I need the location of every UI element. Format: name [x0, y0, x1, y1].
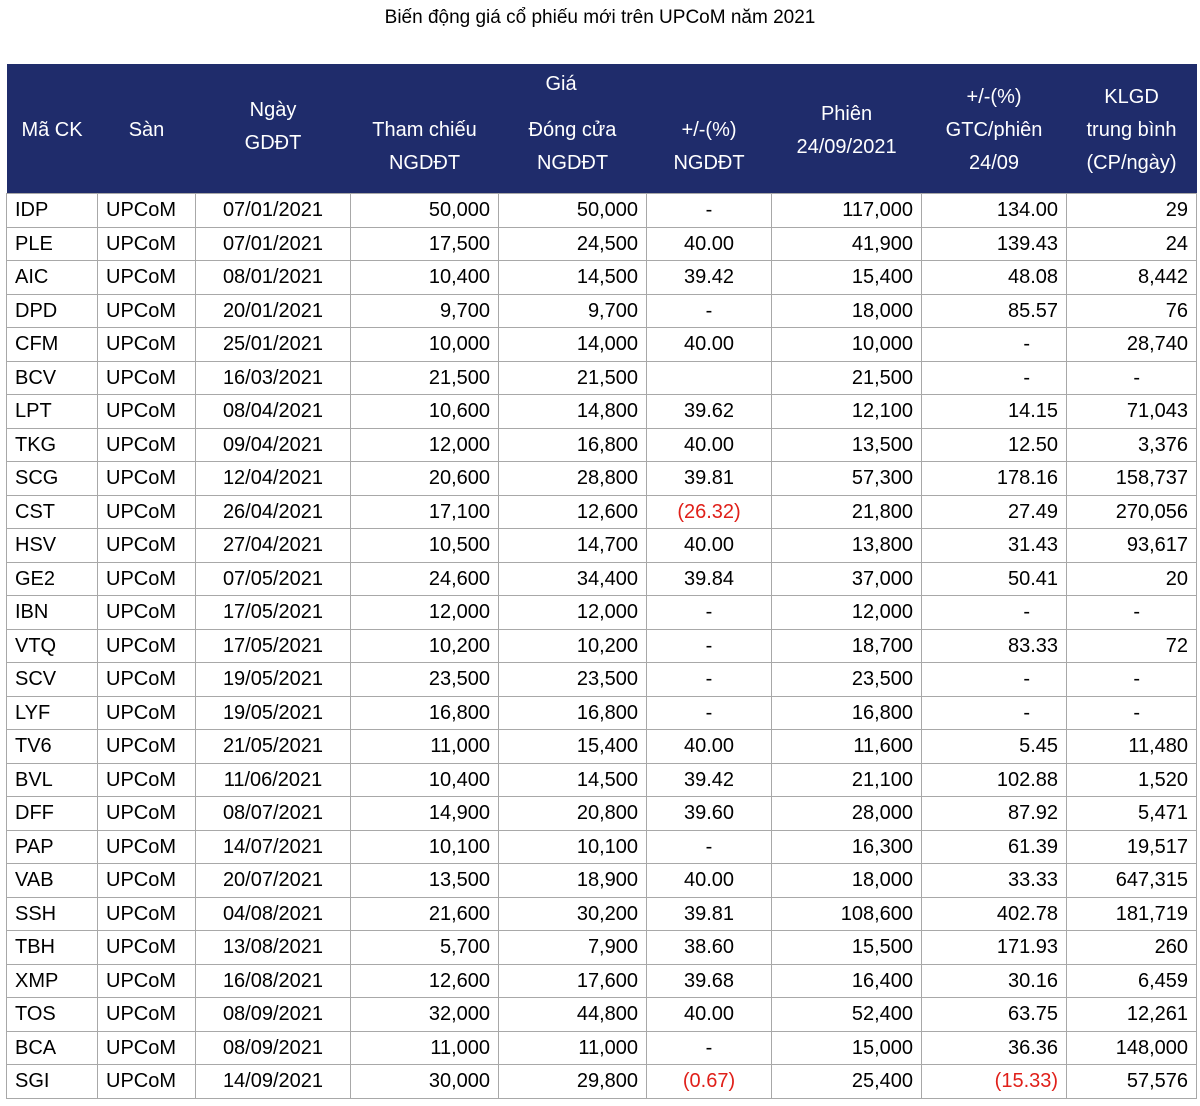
cell-session-price: 108,600 [772, 897, 922, 931]
cell-avg-volume: - [1067, 596, 1197, 630]
cell-change-pct: 39.81 [647, 462, 772, 496]
cell-avg-volume: 8,442 [1067, 261, 1197, 295]
cell-code: LYF [7, 696, 98, 730]
header-ngay-gddt: Ngày GDĐT [196, 64, 351, 194]
cell-code: DPD [7, 294, 98, 328]
cell-reference-price: 17,500 [351, 227, 499, 261]
cell-date: 08/01/2021 [196, 261, 351, 295]
cell-exchange: UPCoM [98, 462, 196, 496]
cell-date: 08/09/2021 [196, 1031, 351, 1065]
cell-date: 19/05/2021 [196, 663, 351, 697]
cell-gtc-change-pct: - [922, 596, 1067, 630]
cell-reference-price: 23,500 [351, 663, 499, 697]
cell-gtc-change-pct: - [922, 696, 1067, 730]
cell-gtc-change-pct: 61.39 [922, 830, 1067, 864]
cell-exchange: UPCoM [98, 696, 196, 730]
cell-date: 07/05/2021 [196, 562, 351, 596]
cell-close-price: 20,800 [499, 797, 647, 831]
cell-date: 17/05/2021 [196, 596, 351, 630]
cell-reference-price: 16,800 [351, 696, 499, 730]
cell-avg-volume: 24 [1067, 227, 1197, 261]
table-row [7, 495, 1197, 529]
cell-code: GE2 [7, 562, 98, 596]
cell-exchange: UPCoM [98, 328, 196, 362]
cell-code: AIC [7, 261, 98, 295]
cell-reference-price: 13,500 [351, 864, 499, 898]
cell-reference-price: 32,000 [351, 998, 499, 1032]
cell-session-price: 18,700 [772, 629, 922, 663]
cell-date: 04/08/2021 [196, 897, 351, 931]
cell-close-price: 28,800 [499, 462, 647, 496]
table-row [7, 931, 1197, 965]
header-tham-chieu: Tham chiếu NGDĐT [351, 101, 499, 194]
table-row [7, 964, 1197, 998]
cell-change-pct: 40.00 [647, 529, 772, 563]
cell-date: 16/03/2021 [196, 361, 351, 395]
cell-change-pct: 40.00 [647, 864, 772, 898]
cell-code: LPT [7, 395, 98, 429]
cell-close-price: 17,600 [499, 964, 647, 998]
cell-change-pct: - [647, 830, 772, 864]
cell-session-price: 21,500 [772, 361, 922, 395]
table-row [7, 395, 1197, 429]
cell-exchange: UPCoM [98, 1065, 196, 1099]
header-thay-doi: +/-(%) NGDĐT [647, 101, 772, 194]
cell-avg-volume: 93,617 [1067, 529, 1197, 563]
cell-exchange: UPCoM [98, 998, 196, 1032]
cell-avg-volume: 76 [1067, 294, 1197, 328]
cell-date: 19/05/2021 [196, 696, 351, 730]
cell-gtc-change-pct: 33.33 [922, 864, 1067, 898]
cell-change-pct: - [647, 1031, 772, 1065]
cell-code: SCG [7, 462, 98, 496]
cell-change-pct: - [647, 663, 772, 697]
cell-exchange: UPCoM [98, 395, 196, 429]
cell-avg-volume: - [1067, 663, 1197, 697]
cell-reference-price: 10,400 [351, 763, 499, 797]
cell-close-price: 14,000 [499, 328, 647, 362]
cell-code: HSV [7, 529, 98, 563]
cell-change-pct [647, 361, 772, 395]
cell-avg-volume: - [1067, 696, 1197, 730]
cell-exchange: UPCoM [98, 1031, 196, 1065]
cell-exchange: UPCoM [98, 864, 196, 898]
cell-reference-price: 30,000 [351, 1065, 499, 1099]
cell-date: 16/08/2021 [196, 964, 351, 998]
cell-close-price: 34,400 [499, 562, 647, 596]
cell-close-price: 14,500 [499, 763, 647, 797]
cell-date: 09/04/2021 [196, 428, 351, 462]
cell-change-pct: - [647, 596, 772, 630]
cell-exchange: UPCoM [98, 261, 196, 295]
cell-close-price: 10,200 [499, 629, 647, 663]
cell-change-pct: 39.42 [647, 763, 772, 797]
cell-date: 17/05/2021 [196, 629, 351, 663]
cell-change-pct: 39.68 [647, 964, 772, 998]
cell-session-price: 10,000 [772, 328, 922, 362]
cell-avg-volume: 11,480 [1067, 730, 1197, 764]
table-row [7, 1031, 1197, 1065]
table-row [7, 763, 1197, 797]
cell-close-price: 10,100 [499, 830, 647, 864]
cell-session-price: 18,000 [772, 864, 922, 898]
cell-change-pct: (26.32) [647, 495, 772, 529]
table-title: Biến động giá cổ phiếu mới trên UPCoM năm 2021 [384, 7, 816, 28]
cell-reference-price: 10,500 [351, 529, 499, 563]
cell-date: 21/05/2021 [196, 730, 351, 764]
cell-avg-volume: 20 [1067, 562, 1197, 596]
cell-close-price: 12,000 [499, 596, 647, 630]
cell-gtc-change-pct: 83.33 [922, 629, 1067, 663]
cell-session-price: 57,300 [772, 462, 922, 496]
cell-exchange: UPCoM [98, 361, 196, 395]
cell-gtc-change-pct: 48.08 [922, 261, 1067, 295]
stock-price-table [6, 64, 1197, 1099]
cell-exchange: UPCoM [98, 897, 196, 931]
cell-session-price: 28,000 [772, 797, 922, 831]
cell-session-price: 41,900 [772, 227, 922, 261]
cell-exchange: UPCoM [98, 194, 196, 228]
cell-code: VTQ [7, 629, 98, 663]
cell-avg-volume: 181,719 [1067, 897, 1197, 931]
cell-date: 07/01/2021 [196, 194, 351, 228]
cell-exchange: UPCoM [98, 294, 196, 328]
cell-session-price: 18,000 [772, 294, 922, 328]
cell-reference-price: 20,600 [351, 462, 499, 496]
cell-gtc-change-pct: 63.75 [922, 998, 1067, 1032]
cell-gtc-change-pct: 27.49 [922, 495, 1067, 529]
cell-gtc-change-pct: 178.16 [922, 462, 1067, 496]
cell-date: 12/04/2021 [196, 462, 351, 496]
cell-session-price: 23,500 [772, 663, 922, 697]
header-ma-ck: Mã CK [7, 64, 98, 194]
cell-exchange: UPCoM [98, 495, 196, 529]
cell-code: SGI [7, 1065, 98, 1099]
cell-session-price: 37,000 [772, 562, 922, 596]
cell-close-price: 30,200 [499, 897, 647, 931]
cell-gtc-change-pct: 31.43 [922, 529, 1067, 563]
cell-code: BCV [7, 361, 98, 395]
cell-change-pct: 39.42 [647, 261, 772, 295]
cell-close-price: 11,000 [499, 1031, 647, 1065]
cell-session-price: 11,600 [772, 730, 922, 764]
cell-date: 26/04/2021 [196, 495, 351, 529]
cell-code: IDP [7, 194, 98, 228]
cell-gtc-change-pct: 14.15 [922, 395, 1067, 429]
cell-avg-volume: 260 [1067, 931, 1197, 965]
cell-gtc-change-pct: 5.45 [922, 730, 1067, 764]
cell-exchange: UPCoM [98, 629, 196, 663]
table-row [7, 663, 1197, 697]
cell-change-pct: - [647, 194, 772, 228]
cell-avg-volume: 1,520 [1067, 763, 1197, 797]
cell-avg-volume: 29 [1067, 194, 1197, 228]
cell-gtc-change-pct: 36.36 [922, 1031, 1067, 1065]
cell-code: PLE [7, 227, 98, 261]
cell-reference-price: 50,000 [351, 194, 499, 228]
cell-code: TOS [7, 998, 98, 1032]
cell-reference-price: 10,200 [351, 629, 499, 663]
cell-exchange: UPCoM [98, 830, 196, 864]
cell-change-pct: 39.60 [647, 797, 772, 831]
header-gia: Giá [351, 64, 772, 101]
header-dong-cua: Đóng cửa NGDĐT [499, 101, 647, 194]
table-row [7, 696, 1197, 730]
cell-reference-price: 12,000 [351, 428, 499, 462]
cell-session-price: 13,500 [772, 428, 922, 462]
cell-date: 14/09/2021 [196, 1065, 351, 1099]
cell-close-price: 9,700 [499, 294, 647, 328]
header-klgd: KLGD trung bình (CP/ngày) [1067, 64, 1197, 194]
cell-code: CST [7, 495, 98, 529]
cell-close-price: 44,800 [499, 998, 647, 1032]
table-row [7, 462, 1197, 496]
cell-exchange: UPCoM [98, 931, 196, 965]
header-san: Sàn [98, 64, 196, 194]
cell-date: 14/07/2021 [196, 830, 351, 864]
cell-avg-volume: 5,471 [1067, 797, 1197, 831]
cell-close-price: 21,500 [499, 361, 647, 395]
cell-date: 08/07/2021 [196, 797, 351, 831]
table-row [7, 261, 1197, 295]
cell-change-pct: - [647, 696, 772, 730]
cell-reference-price: 11,000 [351, 730, 499, 764]
cell-change-pct: 40.00 [647, 227, 772, 261]
cell-reference-price: 17,100 [351, 495, 499, 529]
cell-code: XMP [7, 964, 98, 998]
cell-session-price: 16,400 [772, 964, 922, 998]
table-row [7, 328, 1197, 362]
cell-close-price: 16,800 [499, 428, 647, 462]
cell-code: TV6 [7, 730, 98, 764]
cell-date: 20/07/2021 [196, 864, 351, 898]
cell-code: SSH [7, 897, 98, 931]
cell-close-price: 16,800 [499, 696, 647, 730]
cell-avg-volume: 12,261 [1067, 998, 1197, 1032]
cell-avg-volume: 158,737 [1067, 462, 1197, 496]
table-row [7, 428, 1197, 462]
table-row [7, 1065, 1197, 1099]
cell-close-price: 50,000 [499, 194, 647, 228]
cell-exchange: UPCoM [98, 730, 196, 764]
cell-code: SCV [7, 663, 98, 697]
cell-exchange: UPCoM [98, 797, 196, 831]
table-row [7, 629, 1197, 663]
table-row [7, 864, 1197, 898]
cell-gtc-change-pct: - [922, 361, 1067, 395]
cell-code: TBH [7, 931, 98, 965]
cell-avg-volume: 6,459 [1067, 964, 1197, 998]
cell-gtc-change-pct: 12.50 [922, 428, 1067, 462]
cell-reference-price: 10,000 [351, 328, 499, 362]
cell-reference-price: 14,900 [351, 797, 499, 831]
cell-code: PAP [7, 830, 98, 864]
table-row [7, 998, 1197, 1032]
cell-session-price: 117,000 [772, 194, 922, 228]
cell-close-price: 14,800 [499, 395, 647, 429]
table-row [7, 227, 1197, 261]
cell-session-price: 12,100 [772, 395, 922, 429]
cell-gtc-change-pct: 85.57 [922, 294, 1067, 328]
cell-change-pct: 38.60 [647, 931, 772, 965]
cell-close-price: 14,700 [499, 529, 647, 563]
cell-session-price: 16,300 [772, 830, 922, 864]
cell-avg-volume: - [1067, 361, 1197, 395]
cell-code: BVL [7, 763, 98, 797]
cell-avg-volume: 71,043 [1067, 395, 1197, 429]
cell-reference-price: 5,700 [351, 931, 499, 965]
cell-avg-volume: 57,576 [1067, 1065, 1197, 1099]
cell-reference-price: 10,100 [351, 830, 499, 864]
cell-date: 11/06/2021 [196, 763, 351, 797]
cell-gtc-change-pct: 87.92 [922, 797, 1067, 831]
cell-exchange: UPCoM [98, 663, 196, 697]
table-row [7, 529, 1197, 563]
cell-change-pct: 39.62 [647, 395, 772, 429]
cell-close-price: 29,800 [499, 1065, 647, 1099]
table-row [7, 797, 1197, 831]
table-row [7, 897, 1197, 931]
cell-exchange: UPCoM [98, 428, 196, 462]
cell-close-price: 23,500 [499, 663, 647, 697]
table-row [7, 294, 1197, 328]
cell-exchange: UPCoM [98, 562, 196, 596]
header-phien: Phiên 24/09/2021 [772, 64, 922, 194]
cell-gtc-change-pct: 102.88 [922, 763, 1067, 797]
cell-reference-price: 21,500 [351, 361, 499, 395]
cell-gtc-change-pct: 171.93 [922, 931, 1067, 965]
cell-avg-volume: 3,376 [1067, 428, 1197, 462]
table-row [7, 596, 1197, 630]
cell-code: BCA [7, 1031, 98, 1065]
cell-reference-price: 11,000 [351, 1031, 499, 1065]
cell-close-price: 15,400 [499, 730, 647, 764]
table-body [7, 194, 1197, 1099]
cell-reference-price: 10,400 [351, 261, 499, 295]
cell-avg-volume: 148,000 [1067, 1031, 1197, 1065]
cell-exchange: UPCoM [98, 763, 196, 797]
cell-session-price: 21,100 [772, 763, 922, 797]
cell-code: CFM [7, 328, 98, 362]
cell-code: IBN [7, 596, 98, 630]
cell-gtc-change-pct: - [922, 328, 1067, 362]
cell-gtc-change-pct: 139.43 [922, 227, 1067, 261]
cell-session-price: 21,800 [772, 495, 922, 529]
cell-date: 08/04/2021 [196, 395, 351, 429]
cell-avg-volume: 647,315 [1067, 864, 1197, 898]
cell-code: DFF [7, 797, 98, 831]
cell-reference-price: 10,600 [351, 395, 499, 429]
cell-date: 25/01/2021 [196, 328, 351, 362]
cell-exchange: UPCoM [98, 964, 196, 998]
cell-avg-volume: 28,740 [1067, 328, 1197, 362]
cell-change-pct: 39.81 [647, 897, 772, 931]
cell-date: 08/09/2021 [196, 998, 351, 1032]
cell-gtc-change-pct: 134.00 [922, 194, 1067, 228]
cell-session-price: 15,000 [772, 1031, 922, 1065]
cell-exchange: UPCoM [98, 227, 196, 261]
cell-gtc-change-pct: 50.41 [922, 562, 1067, 596]
cell-gtc-change-pct: (15.33) [922, 1065, 1067, 1099]
cell-date: 07/01/2021 [196, 227, 351, 261]
cell-reference-price: 12,600 [351, 964, 499, 998]
cell-reference-price: 12,000 [351, 596, 499, 630]
cell-session-price: 25,400 [772, 1065, 922, 1099]
cell-reference-price: 21,600 [351, 897, 499, 931]
cell-session-price: 13,800 [772, 529, 922, 563]
cell-code: VAB [7, 864, 98, 898]
cell-change-pct: (0.67) [647, 1065, 772, 1099]
cell-avg-volume: 270,056 [1067, 495, 1197, 529]
table-row [7, 730, 1197, 764]
cell-exchange: UPCoM [98, 596, 196, 630]
cell-change-pct: - [647, 629, 772, 663]
cell-change-pct: - [647, 294, 772, 328]
cell-gtc-change-pct: 30.16 [922, 964, 1067, 998]
cell-date: 13/08/2021 [196, 931, 351, 965]
cell-gtc-change-pct: 402.78 [922, 897, 1067, 931]
cell-avg-volume: 72 [1067, 629, 1197, 663]
table-row [7, 194, 1197, 228]
cell-close-price: 24,500 [499, 227, 647, 261]
cell-close-price: 12,600 [499, 495, 647, 529]
cell-exchange: UPCoM [98, 529, 196, 563]
cell-session-price: 12,000 [772, 596, 922, 630]
cell-change-pct: 39.84 [647, 562, 772, 596]
table-header [7, 64, 1197, 194]
cell-session-price: 52,400 [772, 998, 922, 1032]
cell-gtc-change-pct: - [922, 663, 1067, 697]
table-row [7, 361, 1197, 395]
cell-avg-volume: 19,517 [1067, 830, 1197, 864]
cell-reference-price: 24,600 [351, 562, 499, 596]
cell-close-price: 18,900 [499, 864, 647, 898]
cell-close-price: 14,500 [499, 261, 647, 295]
cell-reference-price: 9,700 [351, 294, 499, 328]
cell-date: 27/04/2021 [196, 529, 351, 563]
cell-session-price: 16,800 [772, 696, 922, 730]
header-gtc: +/-(%) GTC/phiên 24/09 [922, 64, 1067, 194]
cell-change-pct: 40.00 [647, 328, 772, 362]
cell-session-price: 15,500 [772, 931, 922, 965]
table-row [7, 562, 1197, 596]
cell-code: TKG [7, 428, 98, 462]
cell-date: 20/01/2021 [196, 294, 351, 328]
cell-close-price: 7,900 [499, 931, 647, 965]
cell-session-price: 15,400 [772, 261, 922, 295]
table-row [7, 830, 1197, 864]
cell-change-pct: 40.00 [647, 428, 772, 462]
cell-change-pct: 40.00 [647, 998, 772, 1032]
cell-change-pct: 40.00 [647, 730, 772, 764]
